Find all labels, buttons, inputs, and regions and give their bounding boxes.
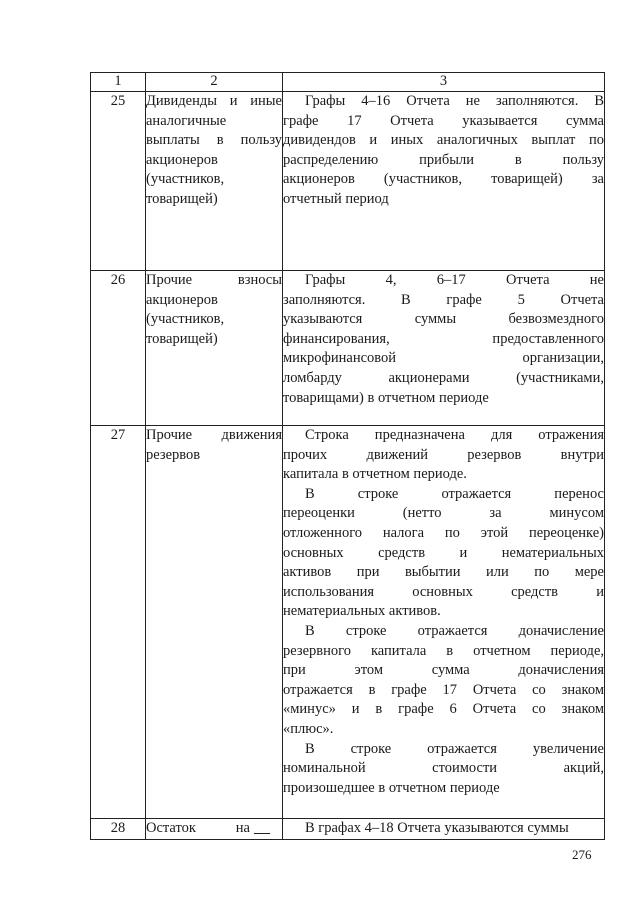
name-line: (участников, xyxy=(146,171,225,188)
header-col-2: 2 xyxy=(146,73,283,92)
desc-line: товарищами) в отчетном периоде xyxy=(283,389,489,406)
name-line: акционеров xyxy=(146,151,218,168)
name-line: (участников, xyxy=(146,311,225,328)
document-table xyxy=(90,72,605,840)
header-col-1: 1 xyxy=(91,73,146,92)
page-number: 276 xyxy=(572,847,592,862)
row-name xyxy=(146,819,283,840)
row-name xyxy=(146,271,283,426)
table-row xyxy=(91,426,605,819)
desc-line: использования основных средств и xyxy=(283,583,604,600)
row-name xyxy=(146,92,283,271)
desc-line: дивидендов и иных аналогичных выплат по xyxy=(283,132,604,149)
desc-line: заполняются. В графе 5 Отчета xyxy=(283,291,604,308)
header-col-3: 3 xyxy=(283,73,605,92)
desc-line: распределению прибыли в пользу xyxy=(283,151,604,168)
row-number: 25 xyxy=(91,92,146,271)
row-number: 27 xyxy=(91,426,146,819)
desc-line: В строке отражается доначисление xyxy=(305,622,604,639)
desc-line: основных средств и нематериальных xyxy=(283,544,604,561)
name-line: Остаток на xyxy=(146,820,250,836)
name-line: аналогичные xyxy=(146,112,227,129)
table-row xyxy=(91,92,605,271)
row-number: 26 xyxy=(91,271,146,426)
desc-line: В графах 4–18 Отчета указываются суммы xyxy=(305,820,569,836)
desc-line: Графы 4–16 Отчета не заполняются. В xyxy=(305,93,604,109)
desc-line: прочих движений резервов внутри xyxy=(283,446,604,463)
desc-line: В строке отражается увеличение xyxy=(305,740,604,757)
desc-line: графе 17 Отчета указывается сумма xyxy=(283,112,604,129)
name-line: Дивиденды и иные xyxy=(146,93,282,109)
desc-line: акционеров (участников, товарищей) за xyxy=(283,171,604,188)
row-name xyxy=(146,426,283,819)
desc-line: ломбарду акционерами (участниками, xyxy=(283,369,604,386)
name-line: резервов xyxy=(146,446,201,463)
name-line: товарищей) xyxy=(146,190,218,207)
name-line: выплаты в пользу xyxy=(146,132,282,149)
table-row xyxy=(91,271,605,426)
table-header-row xyxy=(91,73,605,92)
desc-line: номинальной стоимости акций, xyxy=(283,760,604,777)
desc-line: микрофинансовой организации, xyxy=(283,350,604,367)
desc-line: Строка предназначена для отражения xyxy=(305,427,604,443)
desc-line: капитала в отчетном периоде. xyxy=(283,466,467,483)
row-description xyxy=(283,819,605,840)
desc-line: В строке отражается перенос xyxy=(305,485,604,502)
desc-line: при этом сумма доначисления xyxy=(283,662,604,679)
desc-line: «минус» и в графе 6 Отчета со знаком xyxy=(283,701,604,718)
desc-line: переоценки (нетто за минусом xyxy=(283,505,604,522)
desc-line: нематериальных активов. xyxy=(283,603,441,620)
desc-line: отчетный период xyxy=(283,190,389,207)
desc-line: финансирования, предоставленного xyxy=(283,330,604,347)
row-description xyxy=(283,271,605,426)
row-description xyxy=(283,426,605,819)
name-line: Прочие взносы xyxy=(146,272,282,288)
desc-line: отражается в графе 17 Отчета со знаком xyxy=(283,681,604,698)
row-number: 28 xyxy=(91,819,146,840)
name-line: товарищей) xyxy=(146,330,218,347)
table-row xyxy=(91,819,605,840)
name-line: Прочие движения xyxy=(146,427,282,443)
desc-line: «плюс». xyxy=(283,720,334,737)
desc-line: отложенного налога по этой переоценке) xyxy=(283,524,604,541)
row-description xyxy=(283,92,605,271)
desc-line: резервного капитала в отчетном периоде, xyxy=(283,642,604,659)
desc-line: указываются суммы безвозмездного xyxy=(283,311,604,328)
desc-line: Графы 4, 6–17 Отчета не xyxy=(305,272,604,288)
desc-line: активов при выбытии или по мере xyxy=(283,564,604,581)
name-line: акционеров xyxy=(146,291,218,308)
desc-line: произошедшее в отчетном периоде xyxy=(283,779,500,796)
blank-line xyxy=(254,819,270,834)
